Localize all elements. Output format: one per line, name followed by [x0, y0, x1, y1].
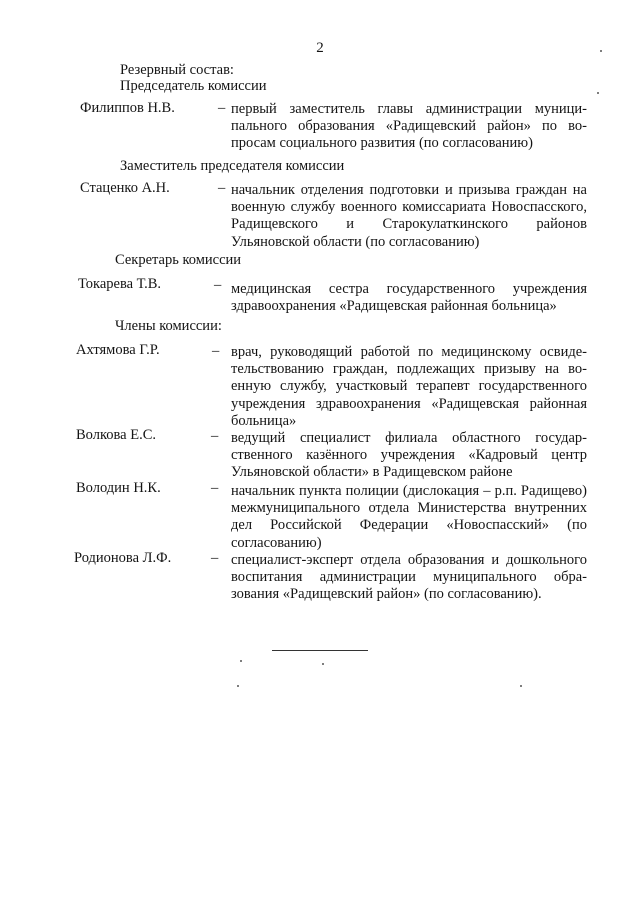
member-name: Филиппов Н.В. [80, 100, 175, 116]
member-name: Токарева Т.В. [78, 276, 162, 292]
member-description: врач, руководящий работой по медицинскому освидетельствованию граждан, подлежащих призыву на военную службу, участковый терапевт государственного учреждения здравоохранения «Радищевская районная больница» [231, 344, 587, 429]
member-description: первый заместитель главы администрации муниципального образования «Радищевский район» по вопросам социального развития (по согласованию) [231, 101, 587, 152]
deputy-section-heading: Заместитель председателя комиссии [120, 158, 345, 174]
dash-separator: – [211, 428, 219, 444]
page-number: 2 [316, 40, 324, 56]
chairman-section-heading: Председатель комиссии [120, 78, 267, 94]
scan-speck [600, 50, 602, 52]
member-name: Волкова Е.С. [76, 427, 157, 443]
scan-speck [240, 660, 242, 662]
member-name: Стаценко А.Н. [80, 180, 170, 196]
reserve-composition-heading: Резервный состав: [120, 62, 234, 78]
secretary-section-heading: Секретарь комиссии [115, 252, 242, 268]
member-description: начальник отделения подготовки и призыва граждан на военную службу военного комиссариата Новоспасского, Радищевского и Старокулаткинского районов Ульяновской области (по согласованию) [231, 182, 587, 250]
member-name: Володин Н.К. [76, 480, 161, 496]
scan-speck [520, 685, 522, 687]
scan-speck [237, 685, 239, 687]
dash-separator: – [211, 550, 219, 566]
scan-speck [322, 663, 324, 665]
dash-separator: – [214, 277, 222, 293]
dash-separator: – [218, 180, 226, 196]
scan-speck [597, 92, 599, 94]
dash-separator: – [211, 480, 219, 496]
member-description: начальник пункта полиции (дислокация – р.п. Радищево) межмуниципального отдела Министерства внутренних дел Российской Федерации «Новоспасский» (по согласованию) [231, 483, 587, 551]
dash-separator: – [218, 100, 226, 116]
member-name: Ахтямова Г.Р. [76, 342, 160, 358]
member-name: Родионова Л.Ф. [74, 550, 172, 566]
dash-separator: – [212, 343, 220, 359]
member-description: ведущий специалист филиала областного государственного казённого учреждения «Кадровый центр Ульяновской области» в Радищевском районе [231, 430, 587, 481]
members-section-heading: Члены комиссии: [115, 318, 222, 334]
member-description: специалист-эксперт отдела образования и дошкольного воспитания администрации муниципального образования «Радищевский район» (по согласованию). [231, 552, 587, 603]
end-of-list-divider [272, 650, 368, 651]
member-description: медицинская сестра государственного учреждения здравоохранения «Радищевская районная больница» [231, 281, 587, 315]
